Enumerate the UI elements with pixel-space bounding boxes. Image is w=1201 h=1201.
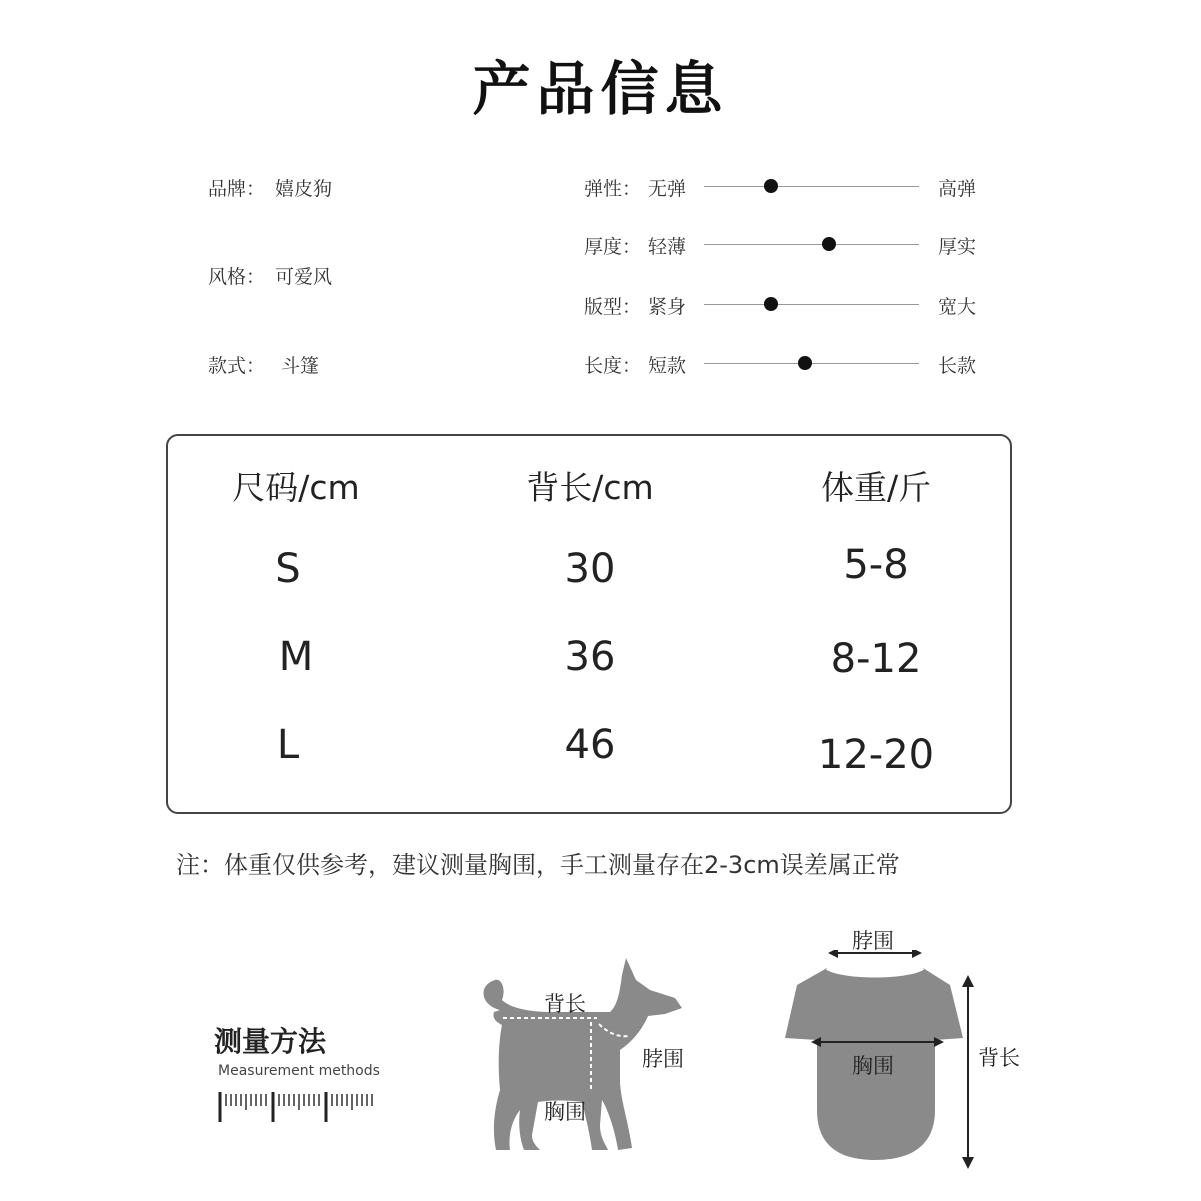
slider-low-label: 轻薄: [648, 236, 687, 258]
style-value: 可爱风: [275, 266, 333, 288]
type-value: 斗篷: [281, 355, 320, 377]
slider-label: 厚度：: [584, 236, 642, 258]
dog-chest-label: 胸围: [544, 1100, 586, 1124]
table-header-weight: 体重/斤: [820, 468, 932, 507]
table-cell: L: [276, 722, 300, 768]
slider-length: [584, 349, 984, 379]
table-header-back-length: 背长/cm: [526, 468, 654, 507]
slider-high-label: 宽大: [938, 296, 977, 318]
garment-neck-label: 脖围: [852, 929, 894, 953]
method-subtitle: Measurement methods: [218, 1063, 380, 1079]
brand-label: 品牌：: [208, 178, 266, 200]
brand-row: [208, 174, 332, 201]
table-header-size: 尺码/cm: [232, 468, 360, 507]
brand-value: 嬉皮狗: [275, 178, 333, 200]
page-title: 产品信息: [472, 55, 729, 123]
garment-chest-label: 胸围: [852, 1054, 894, 1078]
table-cell: 5-8: [843, 542, 909, 588]
slider-marker: [822, 237, 836, 251]
measurement-note: 注：体重仅供参考，建议测量胸围，手工测量存在2-3cm误差属正常: [176, 851, 900, 879]
style-row: [208, 262, 332, 289]
table-cell: 36: [564, 634, 616, 680]
method-title: 测量方法: [214, 1025, 327, 1058]
type-label: 款式：: [208, 355, 266, 377]
garment-back-length-label: 背长: [978, 1046, 1020, 1070]
ruler-icon: [218, 1092, 378, 1126]
slider-elasticity: [584, 172, 984, 202]
slider-track: [704, 186, 919, 187]
slider-low-label: 短款: [648, 355, 687, 377]
slider-fit: [584, 290, 984, 320]
dog-neck-label: 脖围: [642, 1047, 684, 1071]
slider-marker: [764, 179, 778, 193]
slider-low-label: 无弹: [648, 178, 687, 200]
slider-label: 弹性：: [584, 178, 642, 200]
table-cell: 46: [564, 722, 616, 768]
table-cell: 30: [564, 546, 616, 592]
table-cell: 8-12: [830, 636, 922, 682]
table-cell: S: [275, 546, 301, 592]
size-table: [166, 434, 1012, 814]
slider-low-label: 紧身: [648, 296, 687, 318]
slider-high-label: 厚实: [938, 236, 977, 258]
slider-marker: [764, 297, 778, 311]
style-label: 风格：: [208, 266, 266, 288]
back-length-arrow: [955, 975, 981, 1170]
slider-track: [704, 244, 919, 245]
type-row: [208, 351, 319, 378]
slider-label: 版型：: [584, 296, 642, 318]
table-cell: 12-20: [817, 732, 935, 778]
slider-thickness: [584, 230, 984, 260]
slider-track: [704, 304, 919, 305]
dog-back-length-label: 背长: [544, 992, 586, 1016]
slider-high-label: 高弹: [938, 178, 977, 200]
slider-high-label: 长款: [938, 355, 977, 377]
slider-label: 长度：: [584, 355, 642, 377]
slider-marker: [798, 356, 812, 370]
table-cell: M: [278, 634, 314, 680]
